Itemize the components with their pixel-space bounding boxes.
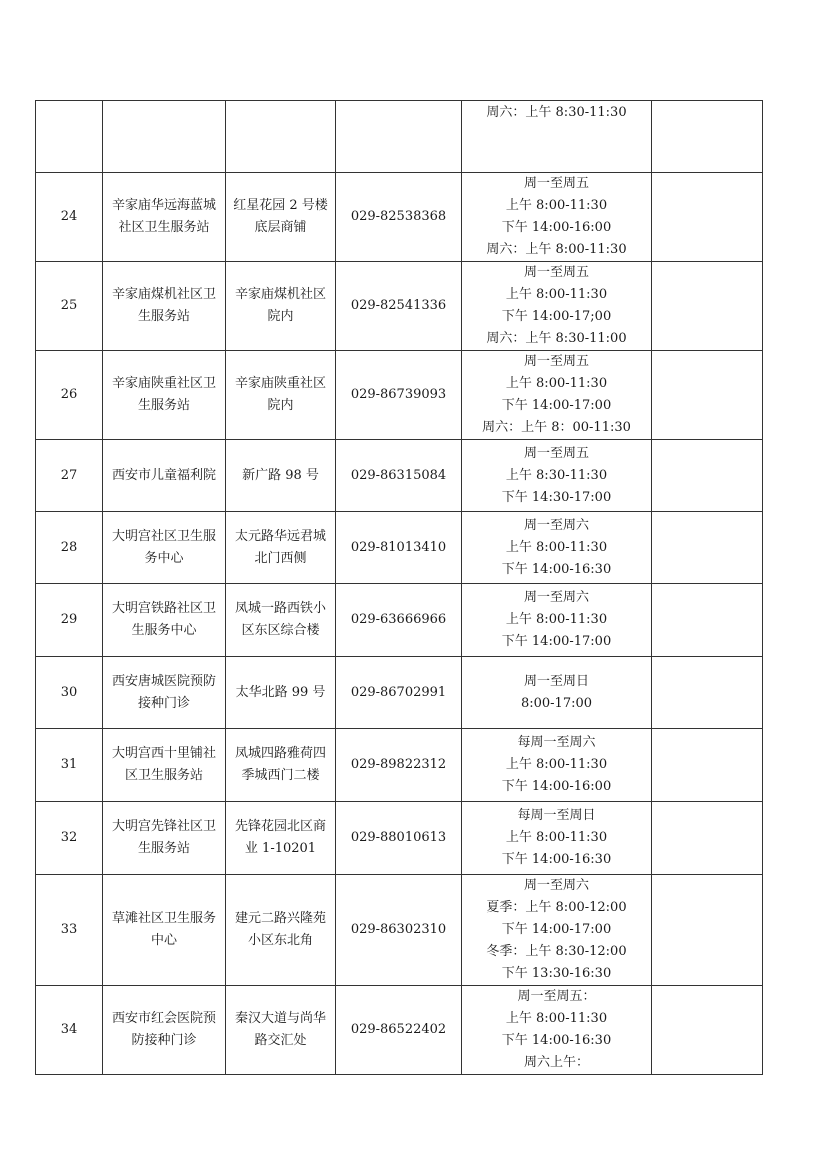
cell-no: 28 [36,512,103,584]
cell-name: 西安市儿童福利院 [103,440,226,512]
table-row [36,657,763,729]
hours-line: 周一至周五 [523,445,589,461]
cell-no: 25 [36,262,103,351]
cell-no: 24 [36,173,103,262]
hours-line: 下午 14:00-16:30 [501,852,612,867]
cell-phone: 029-88010613 [336,802,462,875]
cell-address [226,101,336,173]
cell-hours [462,262,652,351]
hours-line: 下午 14:00-16:00 [501,220,612,235]
hours-line: 上午 8:00-11:30 [505,376,608,391]
cell-hours [462,802,652,875]
cell-phone: 029-86739093 [336,351,462,440]
cell-remark [652,584,763,657]
cell-address: 辛家庙陕重社区院内 [226,351,336,440]
cell-name: 大明宫社区卫生服务中心 [103,512,226,584]
cell-hours [462,657,652,729]
cell-address: 凤城一路西铁小区东区综合楼 [226,584,336,657]
cell-remark [652,512,763,584]
cell-name [103,101,226,173]
hours-line: 上午 8:00-11:30 [505,539,608,555]
cell-remark [652,351,763,440]
hours-line: 冬季：上午 8:30-12:00 [486,944,627,959]
hours-line: 周一至周五： [517,989,596,1004]
cell-name: 辛家庙陕重社区卫生服务站 [103,351,226,440]
hours-line: 周六：上午 8:00-11:30 [486,242,627,257]
cell-phone: 029-82538368 [336,173,462,262]
cell-address: 太元路华远君城北门西侧 [226,512,336,584]
hours-line: 上午 8:00-11:30 [505,757,608,772]
hours-line: 周一至周五 [523,176,589,191]
table-row [36,802,763,875]
hours-line: 下午 14:00-17;00 [501,309,612,324]
hours-line: 周一至周六 [523,878,589,893]
cell-remark [652,173,763,262]
cell-remark [652,729,763,802]
hours-line: 下午 13:30-16:30 [501,966,612,981]
cell-no: 31 [36,729,103,802]
cell-hours [462,986,652,1075]
hours-line: 周一至周日 [523,673,589,689]
cell-name: 西安唐城医院预防接种门诊 [103,657,226,729]
hours-line: 下午 14:30-17:00 [501,489,612,505]
table-row [36,512,763,584]
cell-name: 大明宫先锋社区卫生服务站 [103,802,226,875]
cell-hours [462,875,652,986]
cell-address: 辛家庙煤机社区院内 [226,262,336,351]
hours-line: 下午 14:00-17:00 [501,922,612,937]
cell-hours [462,101,652,173]
hours-line: 每周一至周六 [517,735,596,750]
hours-line: 8:00-17:00 [520,695,593,711]
cell-name: 西安市红会医院预防接种门诊 [103,986,226,1075]
hours-line: 下午 14:00-16:00 [501,779,612,794]
cell-address: 红星花园 2 号楼底层商铺 [226,173,336,262]
cell-phone: 029-82541336 [336,262,462,351]
hours-line: 周一至周五 [523,265,589,280]
table-row [36,729,763,802]
table-row-continued [36,101,763,173]
cell-phone: 029-86702991 [336,657,462,729]
hours-line: 夏季：上午 8:00-12:00 [486,900,627,915]
hours-line: 周六：上午 8:30-11:00 [486,331,627,346]
cell-no: 32 [36,802,103,875]
cell-hours [462,173,652,262]
hours-line: 上午 8:00-11:30 [505,830,608,845]
cell-address: 凤城四路雅荷四季城西门二楼 [226,729,336,802]
cell-name: 辛家庙华远海蓝城社区卫生服务站 [103,173,226,262]
cell-name: 大明宫铁路社区卫生服务中心 [103,584,226,657]
cell-address: 太华北路 99 号 [226,657,336,729]
cell-phone: 029-86522402 [336,986,462,1075]
cell-no: 27 [36,440,103,512]
cell-address: 新广路 98 号 [226,440,336,512]
cell-remark [652,875,763,986]
table-row [36,584,763,657]
vaccination-site-table [35,100,763,1075]
hours-line: 下午 14:00-16:30 [501,1033,612,1048]
hours-line: 周六上午： [523,1055,589,1070]
cell-hours [462,584,652,657]
hours-line: 周一至周六 [523,517,589,533]
hours-line: 上午 8:00-11:30 [505,612,608,627]
cell-name: 草滩社区卫生服务中心 [103,875,226,986]
table-row [36,875,763,986]
cell-address: 秦汉大道与尚华路交汇处 [226,986,336,1075]
cell-remark [652,101,763,173]
cell-no: 34 [36,986,103,1075]
cell-remark [652,440,763,512]
cell-phone: 029-89822312 [336,729,462,802]
table-row [36,986,763,1075]
cell-name: 辛家庙煤机社区卫生服务站 [103,262,226,351]
hours-line: 上午 8:00-11:30 [505,287,608,302]
hours-line: 下午 14:00-17:00 [501,398,612,413]
hours-line: 上午 8:30-11:30 [505,467,608,483]
cell-hours [462,440,652,512]
table-row [36,351,763,440]
hours-line: 上午 8:00-11:30 [505,198,608,213]
hours-line: 上午 8:00-11:30 [505,1011,608,1026]
cell-phone: 029-81013410 [336,512,462,584]
hours-line: 每周一至周日 [517,808,596,823]
cell-hours [462,729,652,802]
cell-phone [336,101,462,173]
cell-no: 29 [36,584,103,657]
cell-remark [652,986,763,1075]
table-row [36,262,763,351]
cell-no: 30 [36,657,103,729]
cell-no [36,101,103,173]
cell-remark [652,657,763,729]
cell-phone: 029-86315084 [336,440,462,512]
hours-line: 周六：上午 8：00-11:30 [482,420,631,435]
cell-address: 建元二路兴隆苑小区东北角 [226,875,336,986]
cell-remark [652,802,763,875]
cell-phone: 029-63666966 [336,584,462,657]
hours-line: 周一至周六 [523,590,589,605]
cell-no: 33 [36,875,103,986]
table-row [36,173,763,262]
hours-line: 周六：上午 8:30-11:30 [486,105,627,120]
cell-remark [652,262,763,351]
cell-name: 大明宫西十里铺社区卫生服务站 [103,729,226,802]
table-row [36,440,763,512]
cell-hours [462,351,652,440]
cell-phone: 029-86302310 [336,875,462,986]
cell-hours [462,512,652,584]
hours-line: 下午 14:00-17:00 [501,634,612,649]
cell-no: 26 [36,351,103,440]
hours-line: 下午 14:00-16:30 [501,561,612,577]
cell-address: 先锋花园北区商业 1-10201 [226,802,336,875]
hours-line: 周一至周五 [523,354,589,369]
